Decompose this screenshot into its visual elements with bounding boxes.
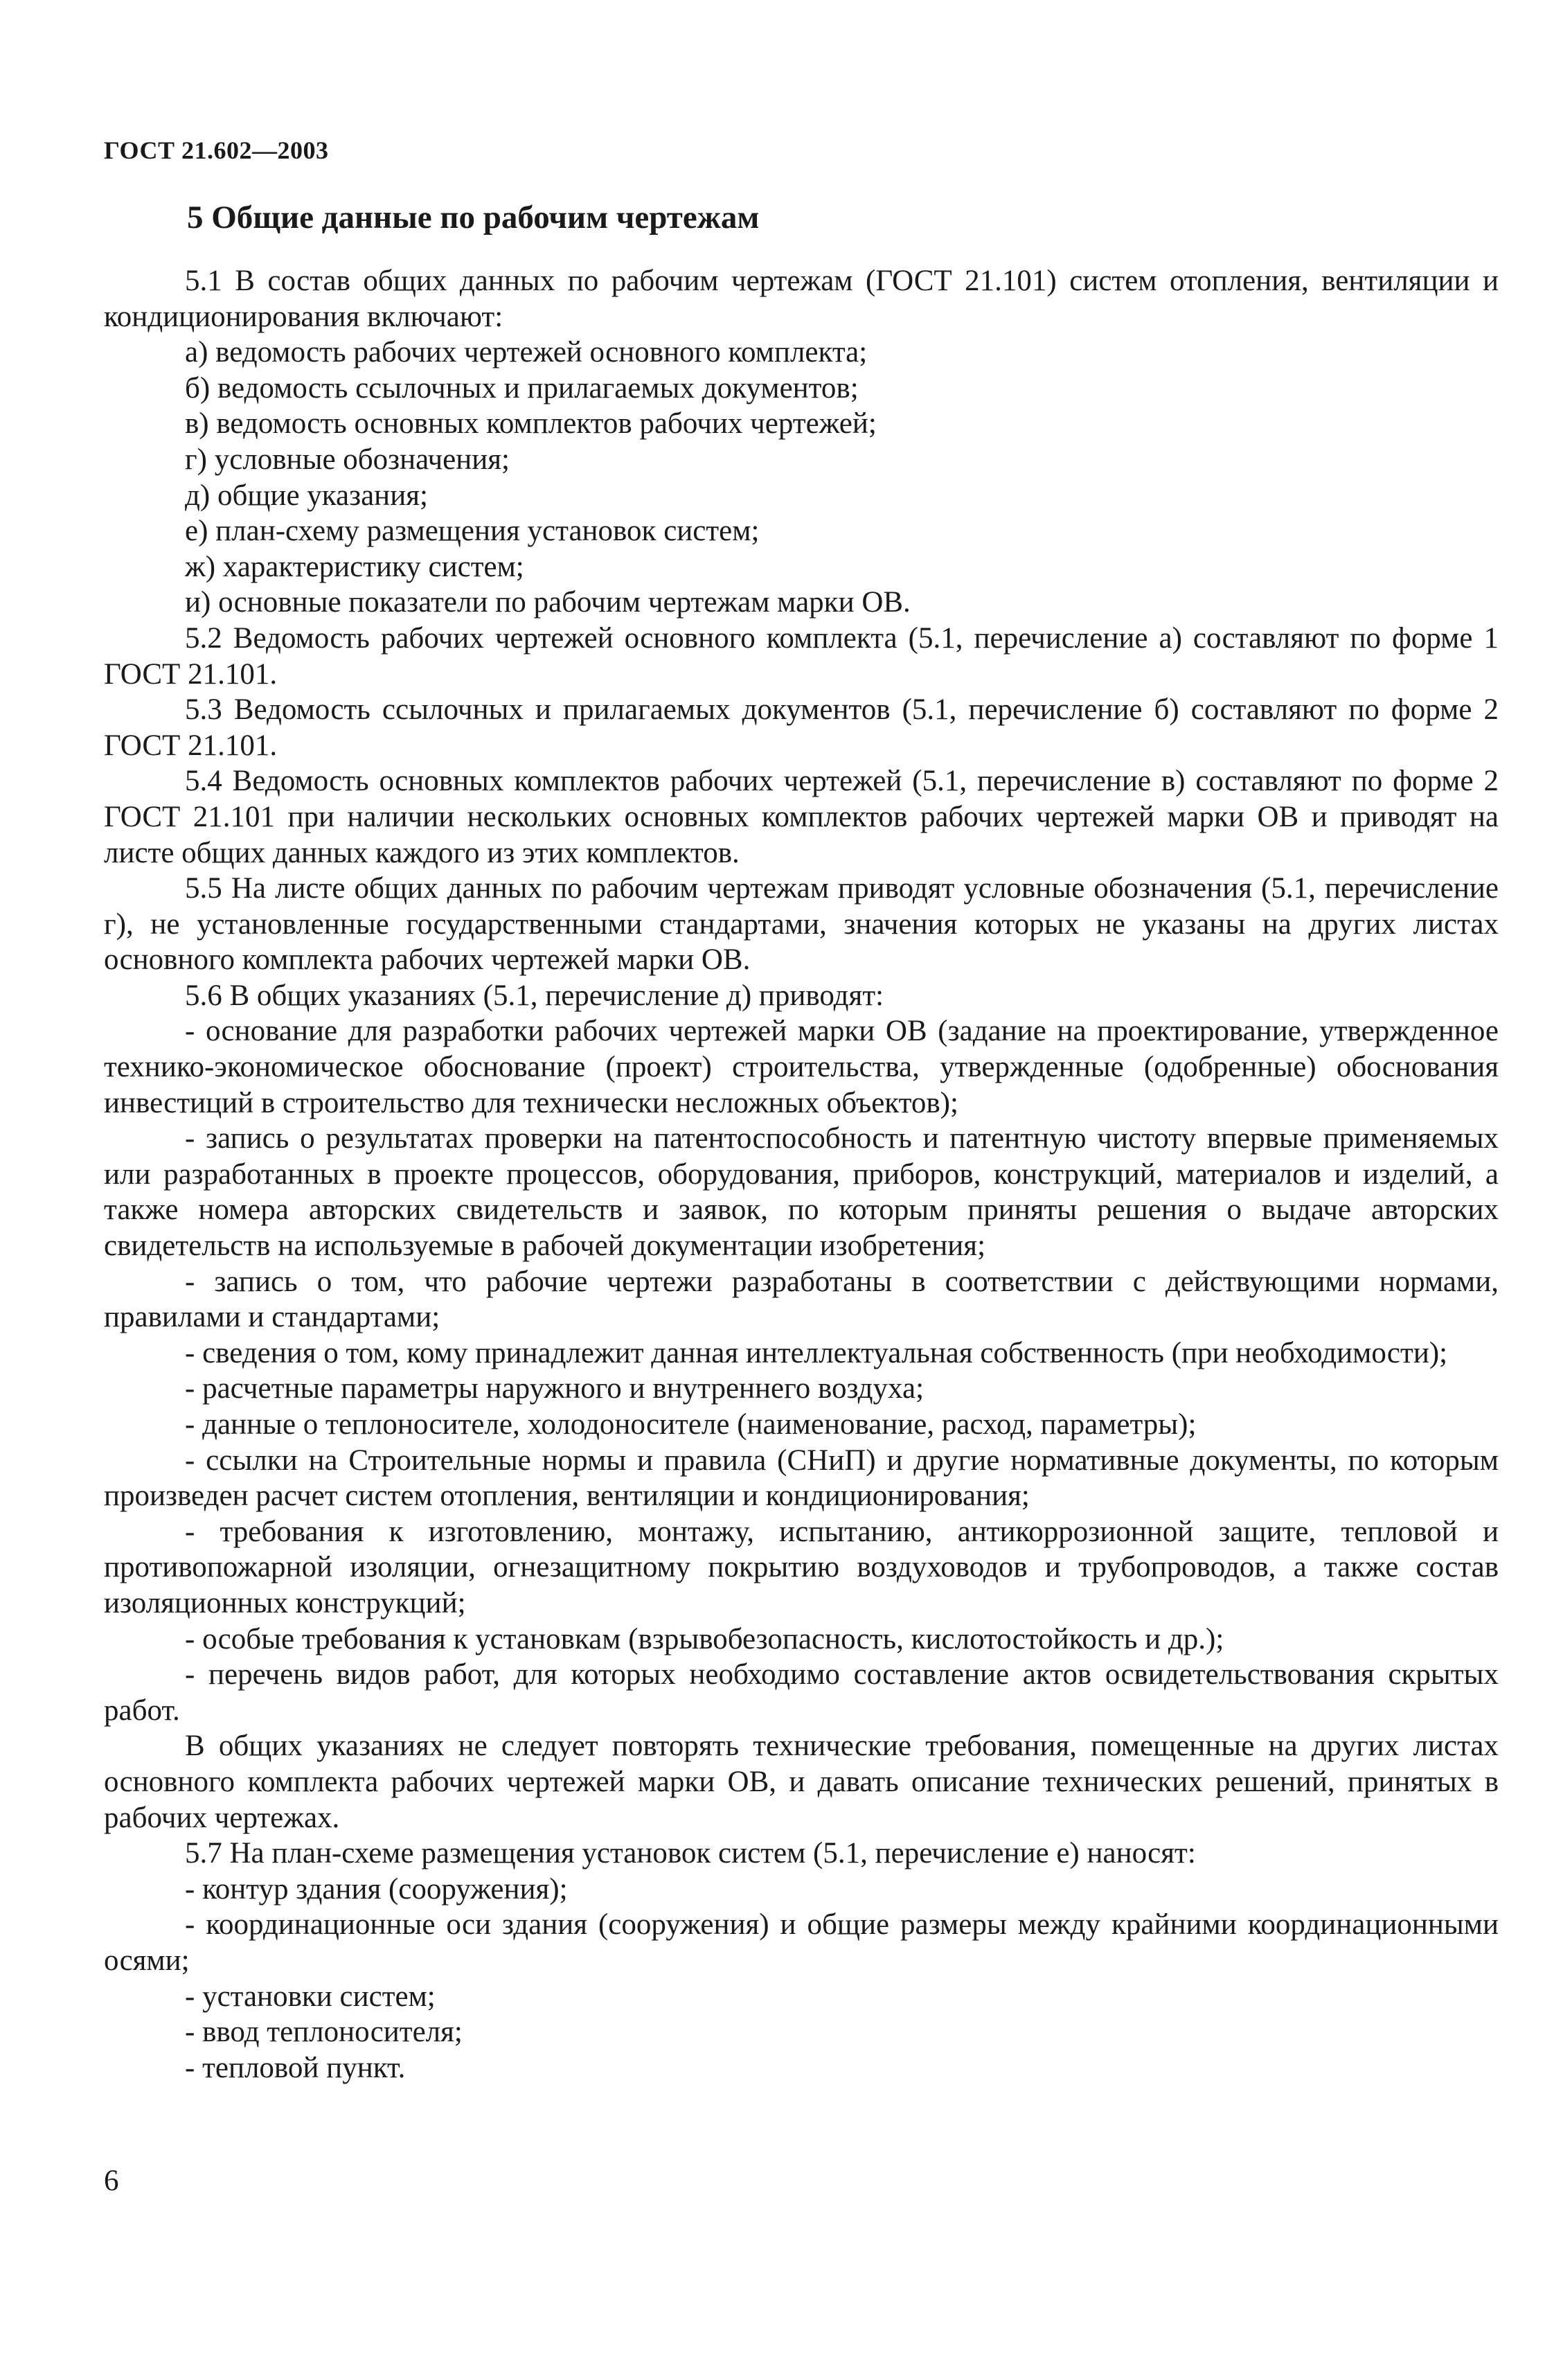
list-item: д) общие указания; xyxy=(185,479,428,512)
list-item: - ссылки на Строительные нормы и правила (СНиП) и другие нормативные документы, по которым произведен расчет систем отопления, вентиляции и кондиционирования; xyxy=(104,1444,1499,1513)
list-item: - перечень видов работ, для которых необходимо составление актов освидетельствования скрытых работ. xyxy=(104,1658,1499,1727)
list-item: - установки систем; xyxy=(185,1980,436,2013)
paragraph-5-4: 5.4 Ведомость основных комплектов рабочих чертежей (5.1, перечисление в) составляют по форме 2 ГОСТ 21.101 при наличии нескольких основных комплектов рабочих чертежей марки ОВ и приводят на листе общих данных каждого из этих комплектов. xyxy=(104,765,1499,869)
section-title: 5 Общие данные по рабочим чертежам xyxy=(187,199,760,236)
paragraph-5-7: 5.7 На план-схеме размещения установок систем (5.1, перечисление е) наносят: xyxy=(185,1837,1196,1870)
list-item: - контур здания (сооружения); xyxy=(185,1872,568,1906)
list-item: - сведения о том, кому принадлежит данная интеллектуальная собственность (при необходимости); xyxy=(185,1336,1448,1369)
paragraph-5-1: 5.1 В состав общих данных по рабочим чертежам (ГОСТ 21.101) систем отопления, вентиляции и кондиционирования включают: xyxy=(104,265,1499,333)
list-item: - особые требования к установкам (взрывобезопасность, кислотостойкость и др.); xyxy=(185,1622,1224,1655)
list-item: - тепловой пункт. xyxy=(185,2051,406,2084)
list-item: - запись о результатах проверки на патентоспособность и патентную чистоту впервые применяемых или разработанных в проекте процессов, оборудования, приборов, конструкций, материалов и изделий, а также номера авторских свидетельств и заявок, по которым приняты решения о выдаче авторских свидетельств на используемые в рабочей документации изобретения; xyxy=(104,1122,1499,1263)
document-code: ГОСТ 21.602—2003 xyxy=(104,136,329,164)
list-item: - данные о теплоносителе, холодоносителе (наименование, расход, параметры); xyxy=(185,1408,1197,1441)
general-note-paragraph: В общих указаниях не следует повторять технические требования, помещенные на других листах основного комплекта рабочих чертежей марки ОВ, и давать описание технических решений, принятых в рабочих чертежах. xyxy=(104,1730,1499,1834)
page-number: 6 xyxy=(104,2165,119,2197)
list-item: а) ведомость рабочих чертежей основного комплекта; xyxy=(185,336,868,369)
paragraph-5-5: 5.5 На листе общих данных по рабочим чертежам приводят условные обозначения (5.1, перечисление г), не установленные государственными стандартами, значения которых не указаны на других листах основного комплекта рабочих чертежей марки ОВ. xyxy=(104,872,1499,977)
paragraph-5-6: 5.6 В общих указаниях (5.1, перечисление д) приводят: xyxy=(185,979,884,1012)
section-body xyxy=(104,263,1499,2086)
list-item: е) план-схему размещения установок систем; xyxy=(185,515,760,548)
list-item: и) основные показатели по рабочим чертежам марки ОВ. xyxy=(185,586,911,619)
list-item: - координационные оси здания (сооружения) и общие размеры между крайними координационными осями; xyxy=(104,1908,1499,1977)
list-item: ж) характеристику систем; xyxy=(185,550,524,583)
list-item: г) условные обозначения; xyxy=(185,443,510,476)
list-item: - расчетные параметры наружного и внутреннего воздуха; xyxy=(185,1372,925,1405)
list-item: б) ведомость ссылочных и прилагаемых документов; xyxy=(185,371,859,405)
list-item: - запись о том, что рабочие чертежи разработаны в соответствии с действующими нормами, правилами и стандартами; xyxy=(104,1265,1499,1334)
list-item: - ввод теплоносителя; xyxy=(185,2016,463,2049)
paragraph-5-2: 5.2 Ведомость рабочих чертежей основного комплекта (5.1, перечисление а) составляют по форме 1 ГОСТ 21.101. xyxy=(104,621,1499,691)
list-item: - требования к изготовлению, монтажу, испытанию, антикоррозионной защите, тепловой и противопожарной изоляции, огнезащитному покрытию воздуховодов и трубопроводов, а также состав изоляционных конструкций; xyxy=(104,1515,1499,1619)
list-item: в) ведомость основных комплектов рабочих чертежей; xyxy=(185,407,877,441)
paragraph-5-3: 5.3 Ведомость ссылочных и прилагаемых документов (5.1, перечисление б) составляют по форме 2 ГОСТ 21.101. xyxy=(104,693,1499,762)
list-item: - основание для разработки рабочих чертежей марки ОВ (задание на проектирование, утвержденное технико-экономическое обоснование (проект) строительства, утвержденные (одобренные) обоснования инвестиций в строительство для технически несложных объектов); xyxy=(104,1015,1499,1119)
